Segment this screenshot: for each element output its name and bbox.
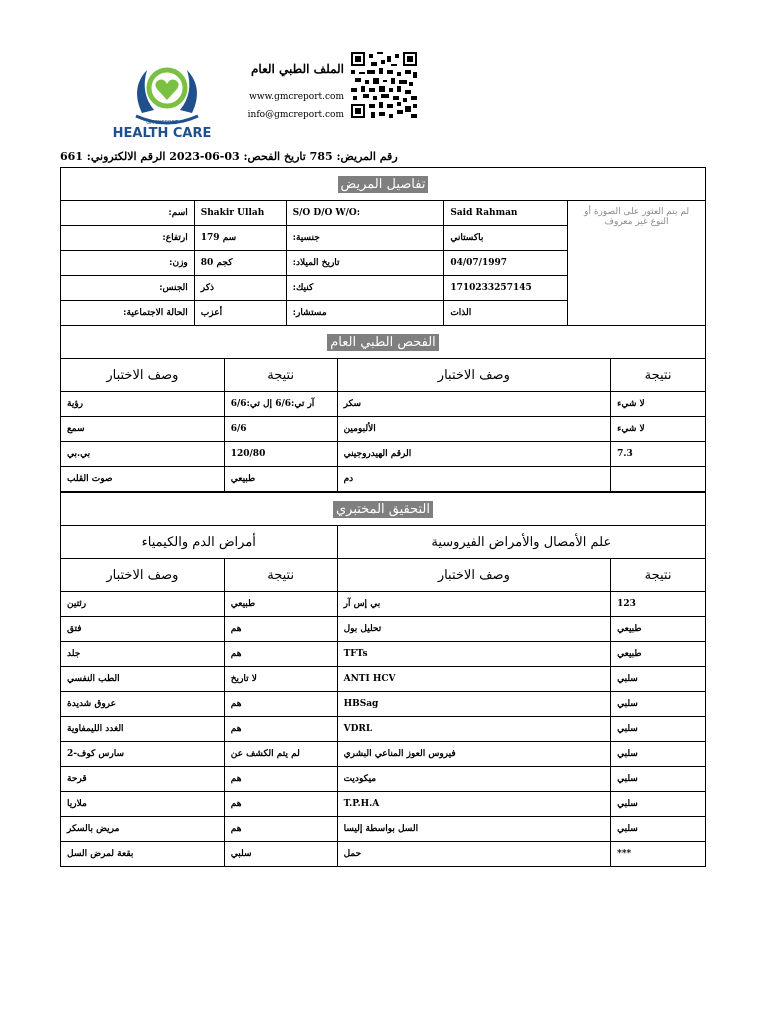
lab-group-serology: علم الأمصال والأمراض الفيروسية	[337, 526, 705, 559]
test-result: سلبي	[611, 692, 706, 717]
test-result: سلبي	[224, 842, 337, 867]
patient-label-cnic: :كنيك	[286, 276, 444, 301]
website-link[interactable]: www.gmcreport.com	[249, 92, 344, 102]
table-row	[61, 842, 706, 867]
qr-code	[351, 52, 417, 118]
test-result: 7.3	[611, 442, 706, 467]
test-result: هم	[224, 767, 337, 792]
patient-value-weight: 80 كجم	[194, 251, 286, 276]
test-desc: بقعة لمرض السل	[61, 842, 225, 867]
general-col-desc-left: وصف الاختبار	[61, 359, 225, 392]
lab-group-hematology: أمراض الدم والكيمياء	[61, 526, 338, 559]
lab-col-desc-left: وصف الاختبار	[61, 559, 225, 592]
patient-label-weight: :وزن	[61, 251, 195, 276]
table-row	[61, 792, 706, 817]
test-result: آر تي:6/6 إل تي:6/6	[224, 392, 337, 417]
report-title: الملف الطبي العام	[251, 62, 344, 76]
table-row	[61, 417, 706, 442]
table-row	[61, 392, 706, 417]
patient-value-guardian: Said Rahman	[444, 201, 568, 226]
patient-label-name: :اسم	[61, 201, 195, 226]
test-desc: سارس كوف-2	[61, 742, 225, 767]
general-col-desc-right: وصف الاختبار	[337, 359, 611, 392]
test-desc: ANTI HCV	[337, 667, 611, 692]
test-desc: HBSag	[337, 692, 611, 717]
patient-value-gender: ذكر	[194, 276, 286, 301]
patient-details-table	[60, 167, 706, 326]
test-result: لم يتم الكشف عن	[224, 742, 337, 767]
test-result: سلبي	[611, 767, 706, 792]
test-result: هم	[224, 642, 337, 667]
table-row	[61, 717, 706, 742]
test-desc: صوت القلب	[61, 467, 225, 492]
test-result: طبيعي	[611, 642, 706, 667]
test-result: طبيعي	[224, 467, 337, 492]
test-desc: مريض بالسكر	[61, 817, 225, 842]
test-result: 120/80	[224, 442, 337, 467]
test-result: 123	[611, 592, 706, 617]
test-result: طبيعي	[224, 592, 337, 617]
test-result: 6/6	[224, 417, 337, 442]
table-row	[61, 592, 706, 617]
patient-label-dob: :تاريخ الميلاد	[286, 251, 444, 276]
test-result: سلبي	[611, 817, 706, 842]
test-result: هم	[224, 692, 337, 717]
test-desc: بي إس آر	[337, 592, 611, 617]
test-result: هم	[224, 817, 337, 842]
test-desc: السل بواسطة إليسا	[337, 817, 611, 842]
test-desc: الغدد الليمفاوية	[61, 717, 225, 742]
table-row	[61, 667, 706, 692]
test-result: سلبي	[611, 742, 706, 767]
test-desc: T.P.H.A	[337, 792, 611, 817]
logo-text: HEALTH CARE	[112, 126, 212, 141]
photo-placeholder: لم يتم العثور على الصورة أو النوع غير معروف	[568, 201, 706, 326]
test-desc: الطب النفسي	[61, 667, 225, 692]
patient-section-header: تفاصيل المريض	[61, 168, 706, 201]
test-result: هم	[224, 717, 337, 742]
test-desc: تحليل بول	[337, 617, 611, 642]
test-desc: فيروس العوز المناعي البشري	[337, 742, 611, 767]
test-desc: دم	[337, 467, 611, 492]
test-result: سلبي	[611, 717, 706, 742]
test-result: لا شيء	[611, 392, 706, 417]
test-desc: عروق شديدة	[61, 692, 225, 717]
lab-col-desc-right: وصف الاختبار	[337, 559, 611, 592]
lab-col-result-right: نتيجة	[611, 559, 706, 592]
test-desc: رؤية	[61, 392, 225, 417]
table-row	[61, 617, 706, 642]
test-result: سلبي	[611, 667, 706, 692]
test-desc: رئتين	[61, 592, 225, 617]
general-exam-table	[60, 325, 706, 492]
test-desc: فتق	[61, 617, 225, 642]
patient-label-gender: :الجنس	[61, 276, 195, 301]
lab-col-result-left: نتيجة	[224, 559, 337, 592]
patient-meta-line: رقم المريض: 785 تاريخ الفحص: 03-06-2023 الرقم الالكتروني: 661	[60, 150, 398, 163]
patient-label-marital: :الحالة الاجتماعية	[61, 301, 195, 326]
test-result: لا تاريخ	[224, 667, 337, 692]
table-row	[61, 442, 706, 467]
patient-label-height: :ارتفاع	[61, 226, 195, 251]
patient-value-name: Shakir Ullah	[194, 201, 286, 226]
test-desc: سمع	[61, 417, 225, 442]
general-col-result-left: نتيجة	[224, 359, 337, 392]
test-desc: بي.بي	[61, 442, 225, 467]
table-row	[61, 817, 706, 842]
test-desc: الألبومين	[337, 417, 611, 442]
test-desc: حمل	[337, 842, 611, 867]
table-row	[61, 767, 706, 792]
patient-value-nationality: باكستاني	[444, 226, 568, 251]
patient-label-nationality: :جنسية	[286, 226, 444, 251]
general-exam-section-header: الفحص الطبي العام	[61, 326, 706, 359]
test-result	[611, 467, 706, 492]
test-desc: TFTs	[337, 642, 611, 667]
patient-value-height: 179 سم	[194, 226, 286, 251]
patient-value-dob: 04/07/1997	[444, 251, 568, 276]
lab-section-header: التحقيق المختبري	[61, 493, 706, 526]
lab-investigation-table	[60, 492, 706, 867]
test-desc: ملاريا	[61, 792, 225, 817]
test-desc: قرحة	[61, 767, 225, 792]
table-row	[61, 467, 706, 492]
test-desc: VDRL	[337, 717, 611, 742]
test-desc: ميكوديت	[337, 767, 611, 792]
test-desc: سكر	[337, 392, 611, 417]
email-link[interactable]: info@gmcreport.com	[247, 110, 344, 120]
patient-value-cnic: 1710233257145	[444, 276, 568, 301]
test-desc: الرقم الهيدروجيني	[337, 442, 611, 467]
test-result: لا شيء	[611, 417, 706, 442]
patient-label-guardian: S/O D/O W/O:	[286, 201, 444, 226]
general-col-result-right: نتيجة	[611, 359, 706, 392]
test-result: ***	[611, 842, 706, 867]
table-row	[61, 742, 706, 767]
test-result: طبيعي	[611, 617, 706, 642]
patient-value-marital: أعزب	[194, 301, 286, 326]
test-desc: جلد	[61, 642, 225, 667]
table-row	[61, 642, 706, 667]
table-row	[61, 692, 706, 717]
test-result: هم	[224, 792, 337, 817]
logo-subtext: GMCREPORT	[146, 120, 178, 126]
test-result: سلبي	[611, 792, 706, 817]
patient-value-consultant: الذات	[444, 301, 568, 326]
patient-label-consultant: :مستشار	[286, 301, 444, 326]
test-result: هم	[224, 617, 337, 642]
